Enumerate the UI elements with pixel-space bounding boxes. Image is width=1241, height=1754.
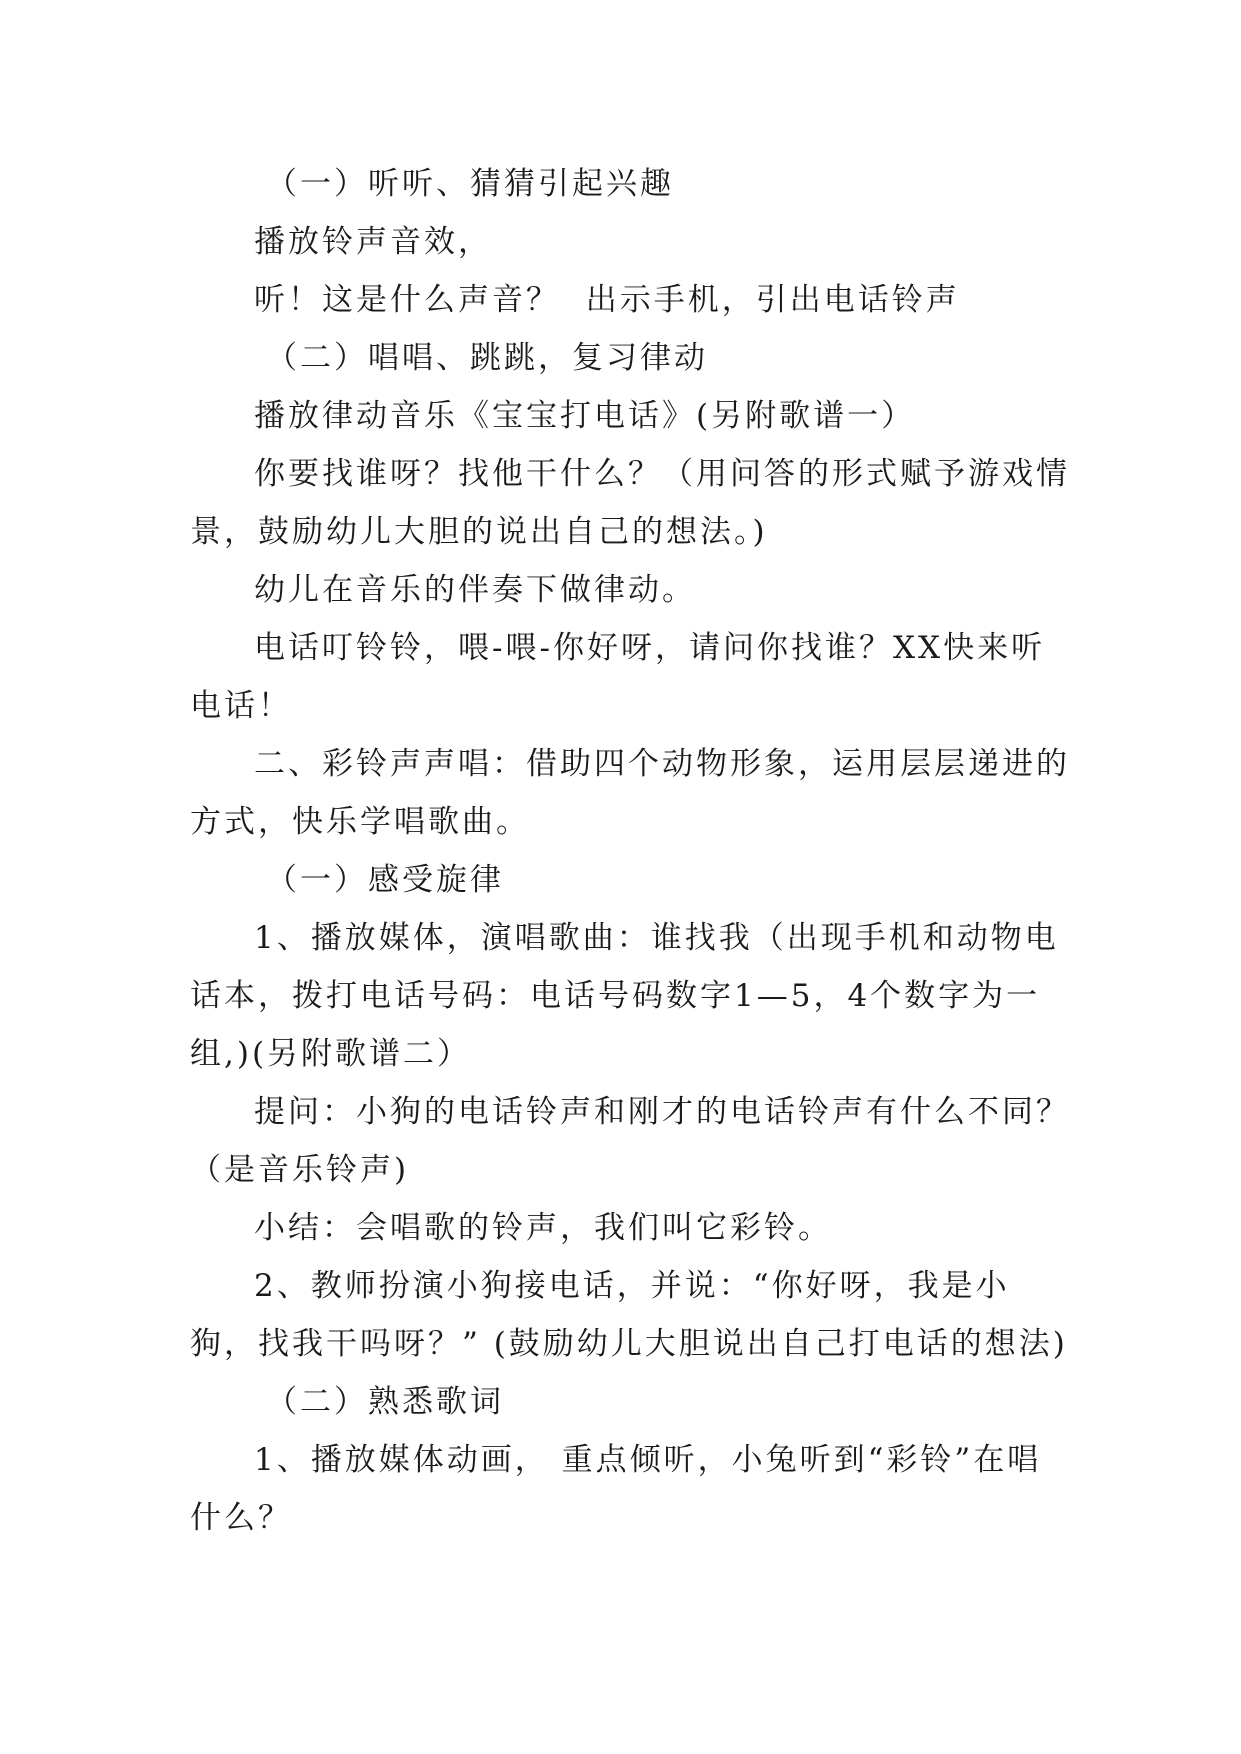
paragraph: 1、播放媒体动画， 重点倾听，小兔听到“彩铃”在唱什么？: [190, 1442, 1042, 1536]
paragraph: 幼儿在音乐的伴奏下做律动。: [254, 572, 696, 608]
paragraph: 小结：会唱歌的铃声，我们叫它彩铃。: [254, 1210, 832, 1246]
paragraph: 二、彩铃声声唱：借助四个动物形象，运用层层递进的方式，快乐学唱歌曲。: [190, 746, 1070, 840]
section-heading: （二）熟悉歌词: [266, 1384, 504, 1420]
paragraph: 2、教师扮演小狗接电话，并说：“你好呀，我是小狗，找我干吗呀？” (鼓励幼儿大胆说出自己打电话的想法): [190, 1268, 1068, 1362]
paragraph: 提问：小狗的电话铃声和刚才的电话铃声有什么不同？（是音乐铃声): [190, 1094, 1070, 1188]
paragraph: 播放铃声音效，: [254, 224, 492, 260]
document-body: [190, 155, 1070, 1547]
section-heading: （一）感受旋律: [266, 862, 504, 898]
paragraph: 电话叮铃铃，喂-喂-你好呀，请问你找谁？XX快来听电话！: [190, 630, 1046, 724]
paragraph: 1、播放媒体，演唱歌曲：谁找我（出现手机和动物电话本，拨打电话号码：电话号码数字1—5，4个数字为一组,)(另附歌谱二）: [190, 920, 1059, 1072]
paragraph: 听！这是什么声音？ 出示手机，引出电话铃声: [254, 282, 960, 318]
section-heading: （二）唱唱、跳跳，复习律动: [266, 340, 708, 376]
paragraph: 你要找谁呀？找他干什么？（用问答的形式赋予游戏情景，鼓励幼儿大胆的说出自己的想法。): [190, 456, 1070, 550]
paragraph: 播放律动音乐《宝宝打电话》(另附歌谱一）: [254, 398, 916, 434]
section-heading: （一）听听、猜猜引起兴趣: [266, 166, 674, 202]
